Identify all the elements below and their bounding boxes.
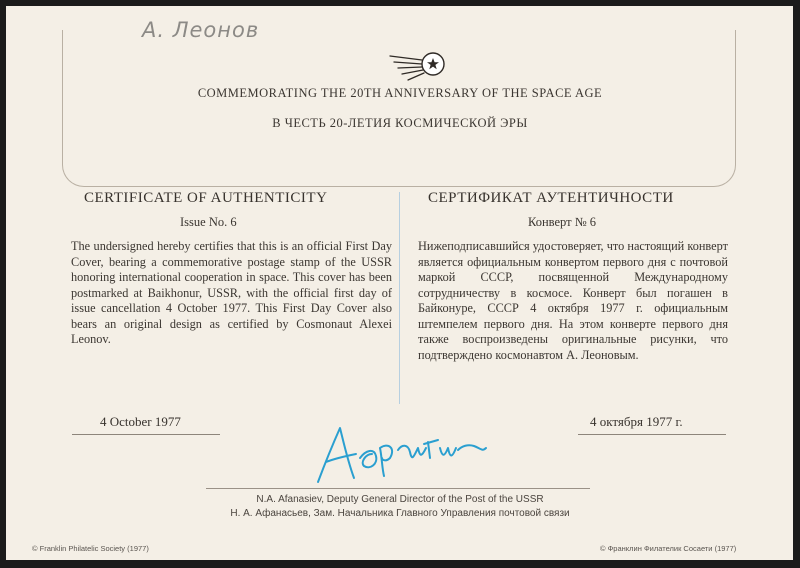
date-underline-ru xyxy=(578,434,726,435)
certificate-body-en: The undersigned hereby certifies that this is an official First Day Cover, bearing a commemorative postage stamp of the USSR honoring international cooperation in space. This cover has been postmarked at Baikhonur, USSR, with the official first day of issue cancellation 4 October 1977. This First Day Cover also bears an original design as certified by Cosmonaut Alexei Leonov. xyxy=(71,239,392,346)
handwritten-signature xyxy=(310,418,500,488)
column-divider xyxy=(399,192,400,404)
handwritten-note: А. Леонов xyxy=(142,18,260,42)
issue-number-ru: Конверт № 6 xyxy=(528,215,597,229)
signer-name-ru: Н. А. Афанасьев, Зам. Начальника Главного Управления почтовой связи xyxy=(230,508,570,519)
header-title-ru: В ЧЕСТЬ 20-ЛЕТИЯ КОСМИЧЕСКОЙ ЭРЫ xyxy=(272,116,528,130)
issue-date-ru: 4 октября 1977 г. xyxy=(590,414,683,429)
sputnik-icon xyxy=(388,42,448,86)
issue-number-en: Issue No. 6 xyxy=(180,215,237,229)
certificate-title-en: CERTIFICATE OF AUTHENTICITY xyxy=(84,190,328,206)
copyright-ru: © Франклин Филателик Сосаети (1977) xyxy=(600,544,737,553)
copyright-en: © Franklin Philatelic Society (1977) xyxy=(32,544,149,553)
certificate-title-ru: СЕРТИФИКАТ АУТЕНТИЧНОСТИ xyxy=(428,190,674,206)
date-underline-en xyxy=(72,434,220,435)
signature-line xyxy=(206,488,590,489)
signer-name-en: N.A. Afanasiev, Deputy General Director of the Post of the USSR xyxy=(256,494,544,505)
certificate-body-ru: Нижеподписавшийся удостоверяет, что настоящий конверт является официальным конвертом первого дня с почтовой маркой СССР, посвященной Международному сотрудничеству в космосе. Конверт был погашен в Байконуре, СССР 4 октября 1977 г. официальным штемпелем первого дня. На этом конверте первого дня также воспроизведены оригинальные рисунки, что подтверждено космонавтом А. Леоновым. xyxy=(418,239,728,362)
header-title-en: COMMEMORATING THE 20TH ANNIVERSARY OF THE SPACE AGE xyxy=(197,86,603,100)
issue-date-en: 4 October 1977 xyxy=(100,414,181,429)
